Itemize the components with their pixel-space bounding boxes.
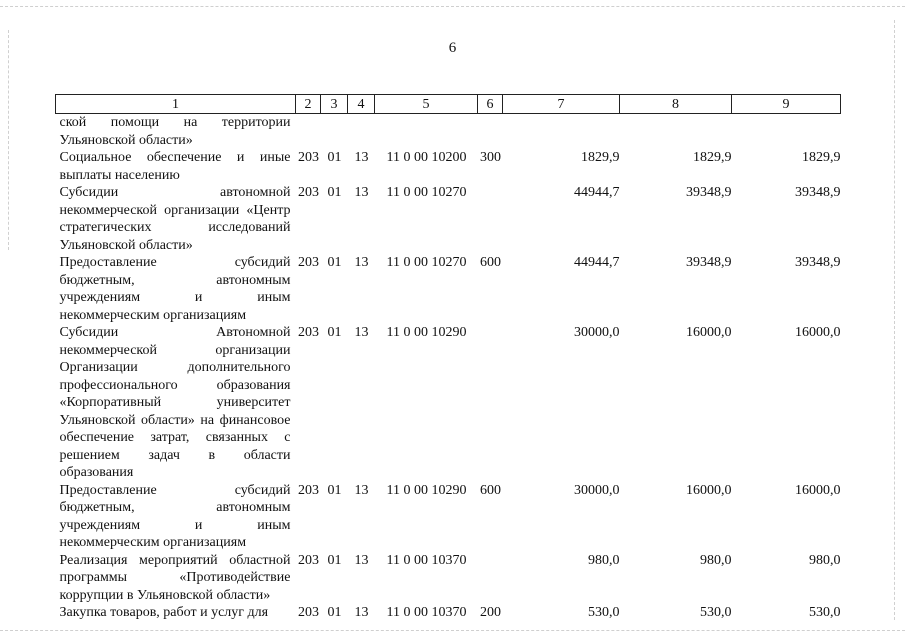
row-col-2: 203 [298,185,319,200]
scan-margin-right [894,20,895,620]
row-col-8: 39348,9 [686,255,732,270]
row-col-2: 203 [298,255,319,270]
row-name: Социальное обеспечение и иные выплаты населению [59,150,291,183]
row-col-8: 1829,9 [693,150,732,165]
row-col-8: 980,0 [700,552,732,568]
row-col-2: 203 [298,325,319,340]
row-col-8: 16000,0 [686,325,732,340]
table-row [56,254,841,324]
table-row [56,114,841,150]
row-col-4: 13 [354,255,369,270]
table-row [56,604,841,622]
row-col-4 [348,114,375,150]
row-col-7: 980,0 [588,552,620,568]
row-col-9: 39348,9 [795,255,841,270]
header-col-3: 3 [321,95,348,114]
table-row [56,149,841,184]
row-name: Закупка товаров, работ и услуг для [59,605,269,620]
row-col-6 [478,552,503,605]
row-col-5 [375,114,478,150]
page-number: 6 [448,40,457,56]
row-col-8: 16000,0 [686,482,732,498]
row-col-3 [321,114,348,150]
row-col-7 [503,114,620,150]
row-col-9 [732,114,841,150]
table-body [56,114,841,622]
row-col-4: 13 [354,325,369,340]
row-col-4: 13 [354,482,369,498]
row-col-7: 30000,0 [574,482,620,498]
header-col-1: 1 [56,95,296,114]
row-col-7: 1829,9 [581,150,620,165]
row-col-7: 44944,7 [574,185,620,200]
row-col-9: 980,0 [809,552,841,568]
row-col-6 [478,184,503,254]
row-col-3: 01 [327,150,342,165]
row-col-7: 30000,0 [574,325,620,340]
header-col-2: 2 [296,95,321,114]
header-col-8: 8 [620,95,732,114]
row-col-7: 44944,7 [574,255,620,270]
row-col-2 [296,114,321,150]
row-name: Реализация мероприятий областной программы «Противодействие коррупции в Ульяновской области» [59,552,291,603]
row-col-6: 300 [480,150,501,165]
row-col-8: 530,0 [700,605,732,620]
row-col-6: 200 [480,605,501,620]
header-col-9: 9 [732,95,841,114]
row-col-5: 11 0 00 10290 [386,325,467,340]
row-col-6: 600 [480,482,501,498]
scan-edge-bottom [0,630,905,631]
table-header [56,95,841,114]
row-col-5: 11 0 00 10370 [386,605,467,620]
row-col-3: 01 [327,605,342,620]
row-col-2: 203 [298,482,319,498]
header-col-7: 7 [503,95,620,114]
row-col-5: 11 0 00 10200 [386,150,467,165]
row-col-9: 16000,0 [795,482,841,498]
row-col-4: 13 [354,605,369,620]
row-col-9: 16000,0 [795,325,841,340]
row-col-4: 13 [354,552,369,568]
row-col-5: 11 0 00 10270 [386,185,467,200]
row-col-2: 203 [298,150,319,165]
row-col-6 [478,324,503,482]
row-col-5: 11 0 00 10270 [386,255,467,270]
scan-edge-top [0,6,905,7]
row-name: Предоставление субсидий бюджетным, автономным учреждениям и иным некоммерческим организациям [59,482,291,550]
row-col-4: 13 [354,150,369,165]
scan-margin-left [8,30,9,250]
row-col-3: 01 [327,325,342,340]
row-name: Субсидии автономной некоммерческой организации «Центр стратегических исследований Ульяновской области» [59,185,291,253]
row-col-2: 203 [298,552,319,568]
row-col-9: 530,0 [809,605,841,620]
header-row [56,95,841,114]
row-name: Субсидии Автономной некоммерческой организации Организации дополнительного профессионального образования «Корпоративный университет Ульяновской области» на финансовое обеспечение затрат, связанных с решением задач в области образования [59,325,291,480]
row-col-8: 39348,9 [686,185,732,200]
table-row [56,324,841,482]
row-name: ской помощи на территории Ульяновской области» [59,115,291,148]
table-row [56,482,841,552]
row-col-5: 11 0 00 10290 [386,482,467,498]
row-col-3: 01 [327,255,342,270]
row-col-4: 13 [354,185,369,200]
row-col-9: 39348,9 [795,185,841,200]
row-col-6: 600 [480,255,501,270]
header-col-6: 6 [478,95,503,114]
header-col-4: 4 [348,95,375,114]
row-col-3: 01 [327,482,342,498]
row-col-7: 530,0 [588,605,620,620]
row-col-3: 01 [327,552,342,568]
header-col-5: 5 [375,95,478,114]
table-row [56,184,841,254]
row-col-2: 203 [298,605,319,620]
row-col-6 [478,114,503,150]
row-col-5: 11 0 00 10370 [386,552,467,568]
row-col-9: 1829,9 [802,150,841,165]
table-row [56,552,841,605]
row-name: Предоставление субсидий бюджетным, автономным учреждениям и иным некоммерческим организациям [59,255,291,323]
budget-table [55,94,841,622]
row-col-3: 01 [327,185,342,200]
row-col-8 [620,114,732,150]
